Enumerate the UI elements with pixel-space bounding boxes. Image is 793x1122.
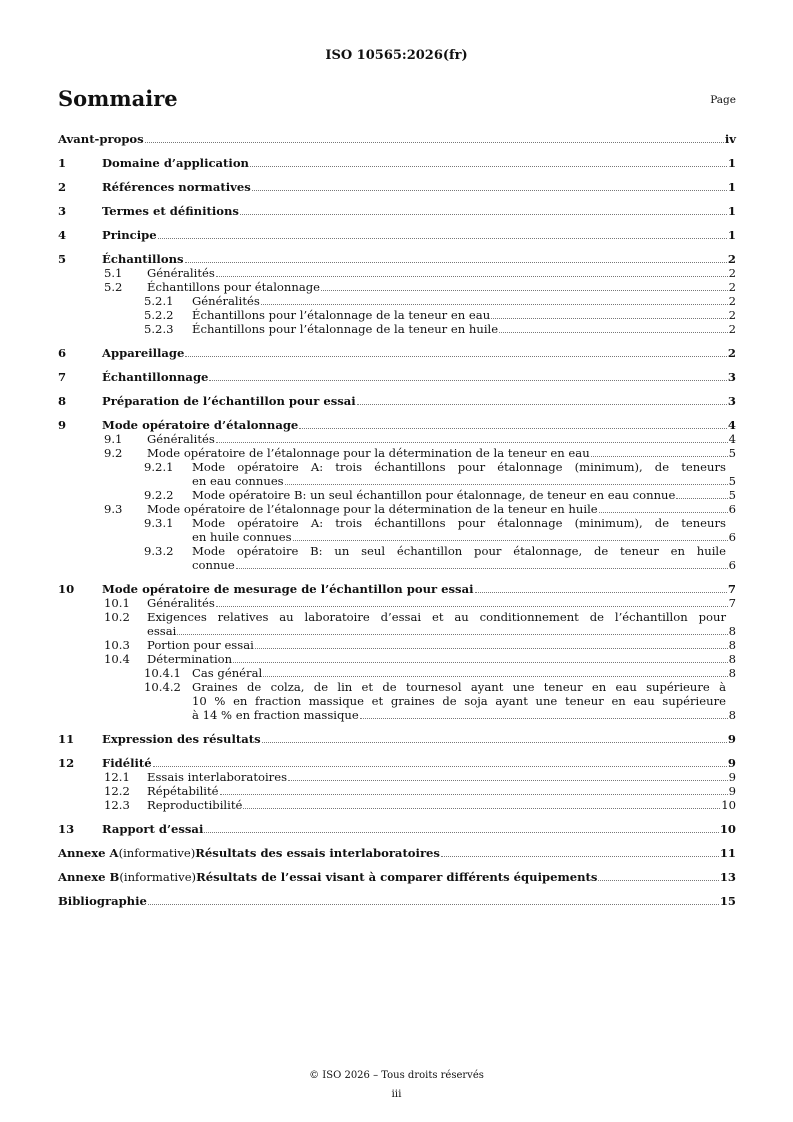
toc-page-number: 6 — [728, 558, 736, 572]
toc-entry[interactable] — [58, 418, 736, 432]
toc-entry[interactable] — [58, 322, 736, 336]
toc-entry-title: Cas général — [192, 666, 263, 680]
toc-page-number: 4 — [727, 418, 736, 432]
dot-leader — [153, 766, 727, 767]
toc-entry[interactable] — [58, 180, 736, 194]
toc-entry-title: Généralités — [147, 266, 215, 280]
toc-number: 12.3 — [104, 798, 130, 812]
toc-page-number: 11 — [719, 846, 736, 860]
toc-entry-title: Exigences relatives au laboratoire d’essai et au conditionnement de l’échantillon pour — [147, 610, 726, 624]
toc-entry-title: Échantillons pour étalonnage — [147, 280, 321, 294]
dot-leader — [216, 442, 728, 443]
toc-number: 10.3 — [104, 638, 130, 652]
annex-label: Annexe B — [58, 870, 120, 884]
toc-number: 9.3 — [104, 502, 123, 516]
toc-number: 4 — [58, 228, 67, 242]
toc-page-number: 5 — [728, 446, 736, 460]
toc-number: 5.2.1 — [144, 294, 174, 308]
dot-leader — [491, 318, 727, 319]
toc-entry-title: Mode opératoire de l’étalonnage pour la détermination de la teneur en huile — [147, 502, 598, 516]
toc-page-number: 2 — [727, 252, 736, 266]
toc-number: 10.4 — [104, 652, 130, 666]
toc-entry[interactable] — [58, 432, 736, 446]
toc-entry-title: Mode opératoire A: trois échantillons pour étalonnage (minimum), de teneurs — [192, 516, 726, 530]
toc-entry-title: en eau connues — [192, 474, 284, 488]
toc-page-number: 2 — [728, 294, 736, 308]
dot-leader — [591, 456, 728, 457]
dot-leader — [285, 484, 728, 485]
footer-copyright: © ISO 2026 – Tous droits réservés — [309, 1070, 484, 1081]
toc-number: 2 — [58, 180, 67, 194]
annex-label: Annexe A — [58, 846, 119, 860]
toc-entry[interactable] — [58, 346, 736, 360]
toc-number: 10.4.2 — [144, 680, 181, 694]
toc-number: 5.2 — [104, 280, 123, 294]
dot-leader — [240, 214, 727, 215]
toc-page-number: 10 — [721, 798, 736, 812]
toc-entry-title: Reproductibilité — [147, 798, 243, 812]
dot-leader — [250, 166, 727, 167]
dot-leader — [263, 676, 727, 677]
toc-entry[interactable] — [58, 582, 736, 596]
toc-page-number: 15 — [719, 894, 736, 908]
dot-leader — [145, 142, 724, 143]
toc-page-number: 7 — [727, 582, 736, 596]
toc-page-number: 1 — [727, 180, 736, 194]
toc-entry-title: Domaine d’application — [102, 156, 249, 170]
toc-page-number: 9 — [728, 784, 736, 798]
toc-number: 13 — [58, 822, 75, 836]
toc-page-number: 2 — [728, 322, 736, 336]
toc-number: 12 — [58, 756, 75, 770]
toc-entry[interactable] — [58, 798, 736, 812]
toc-entry[interactable] — [58, 544, 736, 572]
dot-leader — [216, 606, 728, 607]
toc-entry[interactable] — [58, 502, 736, 516]
toc-number: 9.3.2 — [144, 544, 174, 558]
toc-entry-title: à 14 % en fraction massique — [192, 708, 359, 722]
annex-type: (informative) — [118, 846, 196, 860]
dot-leader — [299, 428, 727, 429]
document-header: ISO 10565:2026(fr) — [325, 48, 468, 63]
toc-page-number: 2 — [728, 280, 736, 294]
dot-leader — [216, 276, 728, 277]
toc-page-number: 1 — [727, 204, 736, 218]
toc-entry-title: Détermination — [147, 652, 233, 666]
dot-leader — [599, 512, 728, 513]
toc-number: 10.2 — [104, 610, 130, 624]
toc-page-number: 10 — [719, 822, 736, 836]
toc-entry[interactable] — [58, 280, 736, 294]
toc-entry-title: Avant-propos — [58, 132, 144, 146]
toc-page-number: 2 — [728, 266, 736, 280]
dot-leader — [288, 780, 728, 781]
toc-number: 9.2.1 — [144, 460, 174, 474]
toc-number: 10.1 — [104, 596, 130, 610]
toc-entry-title: Expression des résultats — [102, 732, 261, 746]
toc-entry-title: Termes et définitions — [102, 204, 239, 218]
toc-number: 9.2 — [104, 446, 123, 460]
toc-page-number: 8 — [728, 652, 736, 666]
toc-page-number: 13 — [719, 870, 736, 884]
toc-page-number: 1 — [727, 228, 736, 242]
dot-leader — [261, 304, 728, 305]
toc-entry-title: en huile connues — [192, 530, 292, 544]
toc-entry-title: Mode opératoire B: un seul échantillon pour étalonnage, de teneur en huile — [192, 544, 726, 558]
dot-leader — [598, 880, 718, 881]
toc-number: 10 — [58, 582, 75, 596]
toc-entry[interactable] — [58, 132, 736, 146]
toc-entry-title: Mode opératoire A: trois échantillons pour étalonnage (minimum), de teneurs — [192, 460, 726, 474]
dot-leader — [676, 498, 727, 499]
dot-leader — [441, 856, 719, 857]
dot-leader — [262, 742, 727, 743]
dot-leader — [499, 332, 727, 333]
toc-entry[interactable] — [58, 294, 736, 308]
page-title: Sommaire — [58, 86, 178, 111]
toc-entry-title: Mode opératoire d’étalonnage — [102, 418, 299, 432]
toc-page-number: 2 — [727, 346, 736, 360]
dot-leader — [233, 662, 727, 663]
toc-entry[interactable] — [58, 596, 736, 610]
dot-leader — [177, 634, 727, 635]
toc-entry-title: Échantillonnage — [102, 370, 209, 384]
toc-number: 12.1 — [104, 770, 130, 784]
toc-entry[interactable] — [58, 732, 736, 746]
toc-number: 11 — [58, 732, 75, 746]
toc-number: 7 — [58, 370, 67, 384]
dot-leader — [321, 290, 728, 291]
toc-entry[interactable] — [58, 638, 736, 652]
toc-entry-title: connue — [192, 558, 235, 572]
toc-entry-title: Mode opératoire B: un seul échantillon pour étalonnage, de teneur en eau connue — [192, 488, 676, 502]
toc-entry[interactable] — [58, 610, 736, 638]
toc-page-number: 2 — [728, 308, 736, 322]
toc-entry[interactable] — [58, 266, 736, 280]
dot-leader — [158, 238, 727, 239]
toc-entry[interactable] — [58, 680, 736, 722]
toc-page-number: iv — [724, 132, 736, 146]
toc-entry-title: Bibliographie — [58, 894, 147, 908]
toc-number: 9 — [58, 418, 67, 432]
table-of-contents — [58, 132, 736, 908]
toc-number: 9.2.2 — [144, 488, 174, 502]
toc-entry-title: Essais interlaboratoires — [147, 770, 288, 784]
toc-page-number: 9 — [728, 770, 736, 784]
toc-entry-title: Mode opératoire de l’étalonnage pour la détermination de la teneur en eau — [147, 446, 590, 460]
toc-entry-title: Portion pour essai — [147, 638, 254, 652]
toc-page-number: 5 — [728, 474, 736, 488]
toc-entry[interactable] — [58, 894, 736, 908]
dot-leader — [360, 718, 728, 719]
toc-page-number: 8 — [728, 666, 736, 680]
toc-page-number: 9 — [727, 732, 736, 746]
dot-leader — [252, 190, 727, 191]
toc-number: 5 — [58, 252, 67, 266]
dot-leader — [293, 540, 728, 541]
toc-entry[interactable] — [58, 488, 736, 502]
toc-number: 9.3.1 — [144, 516, 174, 530]
toc-entry-title: Généralités — [192, 294, 260, 308]
toc-page-number: 5 — [728, 488, 736, 502]
annex-type: (informative) — [119, 870, 197, 884]
dot-leader — [148, 904, 719, 905]
toc-entry[interactable] — [58, 870, 736, 884]
dot-leader — [236, 568, 728, 569]
toc-page-number: 3 — [727, 370, 736, 384]
dot-leader — [475, 592, 727, 593]
toc-entry-title: Préparation de l’échantillon pour essai — [102, 394, 356, 408]
toc-entry-title: Principe — [102, 228, 157, 242]
toc-page-number: 1 — [727, 156, 736, 170]
toc-entry[interactable] — [58, 228, 736, 242]
toc-entry-title: Généralités — [147, 432, 215, 446]
toc-entry[interactable] — [58, 822, 736, 836]
toc-entry-title: Échantillons pour l’étalonnage de la teneur en huile — [192, 322, 499, 336]
toc-entry-title: Fidélité — [102, 756, 152, 770]
toc-page-number: 6 — [728, 530, 736, 544]
toc-entry[interactable] — [58, 156, 736, 170]
toc-page-number: 9 — [727, 756, 736, 770]
page-column-label: Page — [710, 94, 736, 106]
toc-page-number: 6 — [728, 502, 736, 516]
toc-number: 10.4.1 — [144, 666, 181, 680]
toc-entry-title: Graines de colza, de lin et de tournesol ayant une teneur en eau supérieure à — [192, 680, 726, 694]
toc-entry-title: Échantillons — [102, 252, 184, 266]
toc-page-number: 8 — [728, 708, 736, 722]
dot-leader — [185, 356, 727, 357]
toc-entry-title: Résultats des essais interlaboratoires — [195, 846, 440, 860]
toc-entry[interactable] — [58, 460, 736, 488]
toc-entry[interactable] — [58, 652, 736, 666]
toc-entry-title: 10 % en fraction massique et graines de soja ayant une teneur en eau supérieure — [192, 694, 726, 708]
toc-number: 12.2 — [104, 784, 130, 798]
toc-entry[interactable] — [58, 252, 736, 266]
toc-entry[interactable] — [58, 394, 736, 408]
dot-leader — [357, 404, 727, 405]
toc-entry[interactable] — [58, 784, 736, 798]
toc-page-number: 8 — [728, 624, 736, 638]
toc-entry-title: Répétabilité — [147, 784, 219, 798]
toc-number: 3 — [58, 204, 67, 218]
toc-number: 1 — [58, 156, 67, 170]
toc-entry[interactable] — [58, 666, 736, 680]
toc-number: 9.1 — [104, 432, 123, 446]
dot-leader — [185, 262, 727, 263]
dot-leader — [243, 808, 720, 809]
toc-page-number: 4 — [728, 432, 736, 446]
toc-entry-title: Références normatives — [102, 180, 251, 194]
dot-leader — [255, 648, 728, 649]
toc-entry[interactable] — [58, 370, 736, 384]
toc-entry-title: essai — [147, 624, 177, 638]
toc-number: 6 — [58, 346, 67, 360]
toc-entry-title: Rapport d’essai — [102, 822, 204, 836]
dot-leader — [204, 832, 719, 833]
toc-entry-title: Appareillage — [102, 346, 185, 360]
footer-page-number: iii — [391, 1088, 402, 1100]
toc-number: 5.2.3 — [144, 322, 174, 336]
toc-number: 5.2.2 — [144, 308, 174, 322]
toc-number: 5.1 — [104, 266, 123, 280]
toc-number: 8 — [58, 394, 67, 408]
toc-entry-title: Mode opératoire de mesurage de l’échantillon pour essai — [102, 582, 474, 596]
toc-entry[interactable] — [58, 770, 736, 784]
toc-entry[interactable] — [58, 846, 736, 860]
toc-entry[interactable] — [58, 446, 736, 460]
toc-page-number: 3 — [727, 394, 736, 408]
toc-entry-title: Généralités — [147, 596, 215, 610]
toc-entry-title: Échantillons pour l’étalonnage de la teneur en eau — [192, 308, 491, 322]
toc-page-number: 8 — [728, 638, 736, 652]
dot-leader — [209, 380, 727, 381]
toc-entry[interactable] — [58, 308, 736, 322]
toc-entry[interactable] — [58, 516, 736, 544]
toc-page-number: 7 — [728, 596, 736, 610]
dot-leader — [220, 794, 728, 795]
toc-entry[interactable] — [58, 204, 736, 218]
toc-entry-title: Résultats de l’essai visant à comparer différents équipements — [196, 870, 598, 884]
toc-entry[interactable] — [58, 756, 736, 770]
